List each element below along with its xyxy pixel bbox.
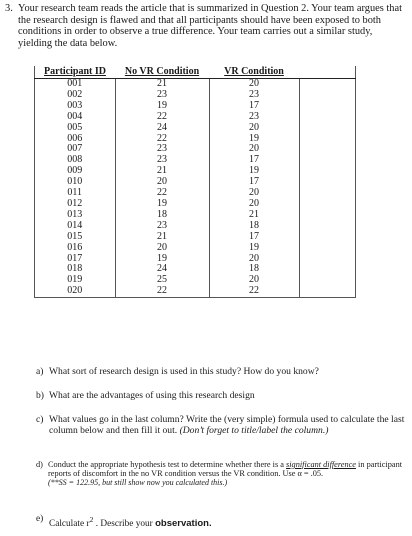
table-row bbox=[35, 79, 356, 90]
table-row bbox=[35, 275, 356, 286]
cell-vr: 21 bbox=[209, 210, 299, 221]
cell-vr: 20 bbox=[209, 144, 299, 155]
cell-no-vr: 23 bbox=[115, 90, 209, 101]
table-row bbox=[35, 112, 356, 123]
question-e bbox=[36, 514, 406, 530]
cell-vr: 19 bbox=[209, 243, 299, 254]
cell-participant-id: 014 bbox=[35, 221, 116, 232]
cell-participant-id: 012 bbox=[35, 199, 116, 210]
cell-vr: 17 bbox=[209, 101, 299, 112]
cell-blank bbox=[299, 243, 356, 254]
cell-no-vr: 22 bbox=[115, 112, 209, 123]
cell-vr: 17 bbox=[209, 232, 299, 243]
table-body bbox=[35, 79, 356, 298]
table-row bbox=[35, 210, 356, 221]
cell-no-vr: 18 bbox=[115, 210, 209, 221]
cell-participant-id: 002 bbox=[35, 90, 116, 101]
cell-vr: 17 bbox=[209, 177, 299, 188]
question-e-bold: observation. bbox=[155, 518, 212, 530]
cell-blank bbox=[299, 134, 356, 145]
question-a-text: What sort of research design is used in this study? How do you know? bbox=[49, 366, 319, 377]
table-row bbox=[35, 101, 356, 112]
cell-no-vr: 22 bbox=[115, 134, 209, 145]
cell-participant-id: 005 bbox=[35, 123, 116, 134]
cell-no-vr: 23 bbox=[115, 144, 209, 155]
table-row bbox=[35, 188, 356, 199]
cell-vr: 23 bbox=[209, 90, 299, 101]
cell-blank bbox=[299, 254, 356, 265]
header-participant-id: Participant ID bbox=[35, 66, 116, 79]
table-row bbox=[35, 286, 356, 297]
question-d-underlined: significant difference bbox=[286, 460, 356, 469]
table-header-row bbox=[35, 66, 356, 79]
cell-vr: 20 bbox=[209, 188, 299, 199]
question-b-text: What are the advantages of using this research design bbox=[49, 390, 255, 401]
table-row bbox=[35, 177, 356, 188]
cell-vr: 20 bbox=[209, 123, 299, 134]
cell-no-vr: 19 bbox=[115, 254, 209, 265]
question-e-text: Calculate r bbox=[49, 519, 90, 530]
table-row bbox=[35, 232, 356, 243]
cell-no-vr: 24 bbox=[115, 264, 209, 275]
cell-no-vr: 23 bbox=[115, 155, 209, 166]
header-no-vr-condition: No VR Condition bbox=[115, 66, 209, 79]
question-b bbox=[36, 390, 406, 401]
cell-blank bbox=[299, 177, 356, 188]
question-3-text: Your research team reads the article that is summarized in Question 2. Your team argues that the research design is flawed and that all participants should have been exposed to both conditions in order to observe a true difference. Your team carries out a similar study, yielding the data below. bbox=[18, 3, 402, 49]
question-b-label: b) bbox=[36, 390, 44, 401]
cell-no-vr: 22 bbox=[115, 188, 209, 199]
cell-no-vr: 19 bbox=[115, 101, 209, 112]
cell-no-vr: 20 bbox=[115, 243, 209, 254]
cell-blank bbox=[299, 275, 356, 286]
question-number: 3. bbox=[5, 3, 13, 14]
cell-participant-id: 004 bbox=[35, 112, 116, 123]
table-row bbox=[35, 243, 356, 254]
cell-vr: 18 bbox=[209, 221, 299, 232]
cell-blank bbox=[299, 123, 356, 134]
cell-participant-id: 010 bbox=[35, 177, 116, 188]
cell-no-vr: 19 bbox=[115, 199, 209, 210]
cell-vr: 20 bbox=[209, 254, 299, 265]
cell-participant-id: 009 bbox=[35, 166, 116, 177]
cell-participant-id: 017 bbox=[35, 254, 116, 265]
cell-blank bbox=[299, 79, 356, 90]
cell-blank bbox=[299, 90, 356, 101]
table-row bbox=[35, 144, 356, 155]
question-a bbox=[36, 366, 406, 377]
cell-no-vr: 25 bbox=[115, 275, 209, 286]
question-c-text: What values go in the last column? Write the (very simple) formula used to calculate the last column below and then fill it out. bbox=[49, 414, 405, 436]
cell-vr: 19 bbox=[209, 166, 299, 177]
cell-vr: 22 bbox=[209, 286, 299, 297]
question-e-text2: . Describe your bbox=[93, 519, 156, 530]
question-d-note: (**SS = 122.95, but still show now you calculated this.) bbox=[48, 478, 228, 488]
cell-participant-id: 020 bbox=[35, 286, 116, 297]
cell-blank bbox=[299, 221, 356, 232]
question-3-intro bbox=[5, 3, 407, 49]
cell-no-vr: 22 bbox=[115, 286, 209, 297]
cell-vr: 20 bbox=[209, 79, 299, 90]
table-row bbox=[35, 166, 356, 177]
cell-blank bbox=[299, 210, 356, 221]
table-row bbox=[35, 254, 356, 265]
cell-vr: 18 bbox=[209, 264, 299, 275]
cell-participant-id: 008 bbox=[35, 155, 116, 166]
question-c bbox=[36, 414, 406, 436]
cell-vr: 17 bbox=[209, 155, 299, 166]
cell-vr: 20 bbox=[209, 275, 299, 286]
question-d-text-pre: Conduct the appropriate hypothesis test to determine whether there is a bbox=[48, 460, 287, 469]
cell-participant-id: 019 bbox=[35, 275, 116, 286]
cell-blank bbox=[299, 232, 356, 243]
question-a-label: a) bbox=[36, 366, 44, 377]
cell-participant-id: 011 bbox=[35, 188, 116, 199]
question-d bbox=[36, 460, 406, 488]
table-row bbox=[35, 264, 356, 275]
question-d-body bbox=[48, 460, 406, 488]
cell-participant-id: 016 bbox=[35, 243, 116, 254]
question-c-body bbox=[49, 414, 406, 436]
cell-blank bbox=[299, 166, 356, 177]
cell-participant-id: 013 bbox=[35, 210, 116, 221]
cell-blank bbox=[299, 101, 356, 112]
cell-no-vr: 21 bbox=[115, 79, 209, 90]
cell-participant-id: 018 bbox=[35, 264, 116, 275]
table-row bbox=[35, 123, 356, 134]
cell-blank bbox=[299, 144, 356, 155]
table-row bbox=[35, 134, 356, 145]
cell-blank bbox=[299, 188, 356, 199]
header-blank-column bbox=[299, 66, 356, 79]
cell-blank bbox=[299, 155, 356, 166]
cell-no-vr: 23 bbox=[115, 221, 209, 232]
cell-participant-id: 015 bbox=[35, 232, 116, 243]
data-table bbox=[34, 66, 356, 298]
cell-participant-id: 007 bbox=[35, 144, 116, 155]
cell-blank bbox=[299, 112, 356, 123]
cell-vr: 23 bbox=[209, 112, 299, 123]
cell-blank bbox=[299, 199, 356, 210]
cell-blank bbox=[299, 286, 356, 297]
cell-participant-id: 003 bbox=[35, 101, 116, 112]
question-e-label: e) bbox=[36, 514, 44, 524]
question-d-label: d) bbox=[36, 460, 43, 469]
question-d-text-post: in participant reports of discomfort in the no VR condition versus the VR condition. Use α = .05. bbox=[48, 460, 403, 479]
table-row bbox=[35, 90, 356, 101]
cell-no-vr: 21 bbox=[115, 166, 209, 177]
cell-vr: 20 bbox=[209, 199, 299, 210]
cell-no-vr: 21 bbox=[115, 232, 209, 243]
question-e-superscript: 2 bbox=[89, 515, 94, 524]
table-row bbox=[35, 221, 356, 232]
cell-no-vr: 20 bbox=[115, 177, 209, 188]
cell-participant-id: 001 bbox=[35, 79, 116, 90]
table-row bbox=[35, 199, 356, 210]
cell-blank bbox=[299, 264, 356, 275]
header-vr-condition: VR Condition bbox=[209, 66, 299, 79]
cell-vr: 19 bbox=[209, 134, 299, 145]
question-e-body bbox=[49, 514, 406, 530]
cell-participant-id: 006 bbox=[35, 134, 116, 145]
question-c-label: c) bbox=[36, 414, 44, 425]
cell-no-vr: 24 bbox=[115, 123, 209, 134]
table-row bbox=[35, 155, 356, 166]
question-c-italic-note: (Don’t forget to title/label the column.) bbox=[179, 425, 329, 436]
